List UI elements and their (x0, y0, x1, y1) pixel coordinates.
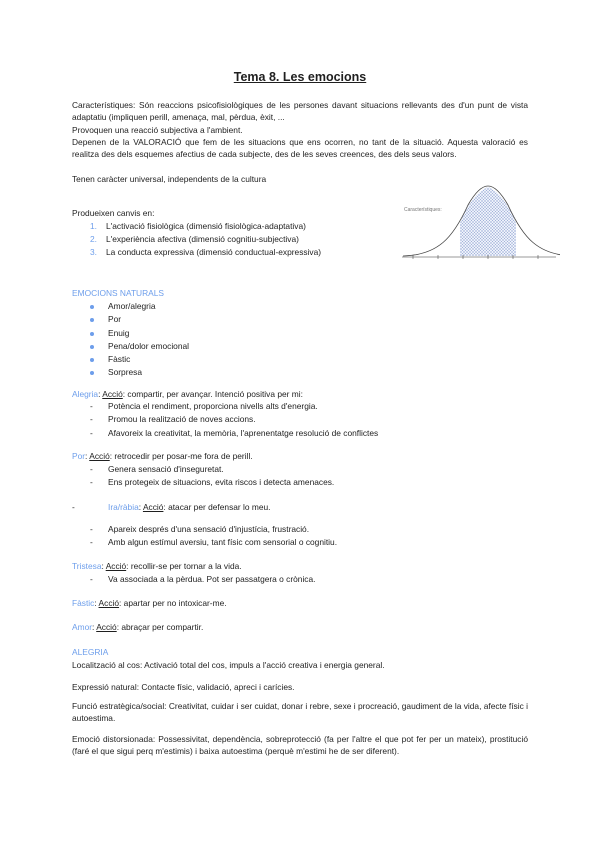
list-item: 3. La conducta expressiva (dimensió conductual-expressiva) (90, 247, 322, 257)
amor-line: Amor: Acció: abraçar per compartir. (72, 622, 204, 632)
list-item: Fàstic (72, 353, 189, 366)
bell-curve-figure (398, 183, 560, 267)
changes-list (72, 220, 321, 259)
alegria-list (72, 400, 378, 440)
list-item: - Amb algun estímul aversiu, tant físic com sensorial o cognitiu. (90, 537, 338, 548)
list-item: Sorpresa (72, 366, 189, 379)
natural-emotions-heading: EMOCIONS NATURALS (72, 288, 164, 298)
intro-valuation: Depenen de la VALORACIÓ que fem de les situacions que ens ocorren, no tant de la situació. Aquesta valoració es realitza des dels esquemes afectius de cada subjecte, des de les seves creences, des dels seus valors. (72, 137, 528, 160)
list-item: Por (72, 313, 189, 326)
alegria-line: Alegria: Acció: compartir, per avançar. Intenció positiva per mi: (72, 389, 303, 399)
natural-emotions-list (72, 300, 189, 380)
list-item: 1. L'activació fisiològica (dimensió fisiològica-adaptativa) (90, 221, 306, 231)
por-list (72, 463, 334, 490)
list-item: Pena/dolor emocional (72, 340, 189, 353)
alegria-function: Funció estratègica/social: Creativitat, cuidar i ser cuidat, donar i rebre, sexe i procreació, gaudiment de la vida, afecte físic i autoestima. (72, 701, 528, 724)
list-item: 2. L'experiència afectiva (dimensió cognitiu-subjectiva) (90, 234, 299, 244)
alegria-section-heading: ALEGRIA (72, 647, 109, 657)
list-item: - Promou la realització de noves accions. (90, 414, 256, 425)
ira-line: - Ira/ràbia: Acció: atacar per defensar lo meu. (72, 502, 271, 512)
list-item: - Va associada a la pèrdua. Pot ser passatgera o crònica. (90, 574, 316, 584)
list-item: - Potència el rendiment, proporciona nivells alts d'energia. (90, 401, 318, 411)
list-item: - Apareix després d'una sensació d'injustícia, frustració. (90, 524, 310, 534)
por-line: Por: Acció: retrocedir per posar-me fora de perill. (72, 451, 253, 461)
list-item: - Ens protegeix de situacions, evita riscos i detecta amenaces. (90, 477, 335, 488)
page-title: Tema 8. Les emocions (233, 70, 367, 84)
ira-list (72, 523, 337, 550)
alegria-expression: Expressió natural: Contacte físic, validació, apreci i carícies. (72, 682, 295, 692)
intro-subjective-reaction: Provoquen una reacció subjectiva a l'ambient. (72, 125, 243, 135)
alegria-distorted: Emoció distorsionada: Possessivitat, dependència, sobreprotecció (fa per l'altre el que pot fer per un mateix), prostitució (faré el que sigui perq m'estimis) i baixa autoestima (perquè m'estimi he de ser diferent). (72, 734, 528, 757)
changes-heading: Produeixen canvis en: (72, 208, 155, 218)
bell-curve-shaded-area (460, 187, 516, 256)
fastic-line: Fàstic: Acció: apartar per no intoxicar-me. (72, 598, 227, 608)
intro-characteristics: Característiques: Són reaccions psicofisiològiques de les persones davant situacions rellevants des d'un punt de vista adaptatiu (impliquen perill, amenaça, mal, pèrdua, èxit, ... (72, 100, 528, 123)
tristesa-line: Tristesa: Acció: recollir-se per tornar a la vida. (72, 561, 242, 571)
tristesa-list (72, 573, 315, 586)
list-item: Enuig (72, 327, 189, 340)
bell-curve-label: Característiques: (404, 207, 442, 213)
intro-universal: Tenen caràcter universal, independents de la cultura (72, 174, 267, 184)
alegria-location: Localització al cos: Activació total del cos, impuls a l'acció creativa i energia general. (72, 660, 385, 670)
list-item: Amor/alegria (72, 300, 189, 313)
list-item: - Genera sensació d'inseguretat. (90, 464, 224, 474)
list-item: - Afavoreix la creativitat, la memòria, l'aprenentatge resolució de conflictes (90, 427, 379, 438)
